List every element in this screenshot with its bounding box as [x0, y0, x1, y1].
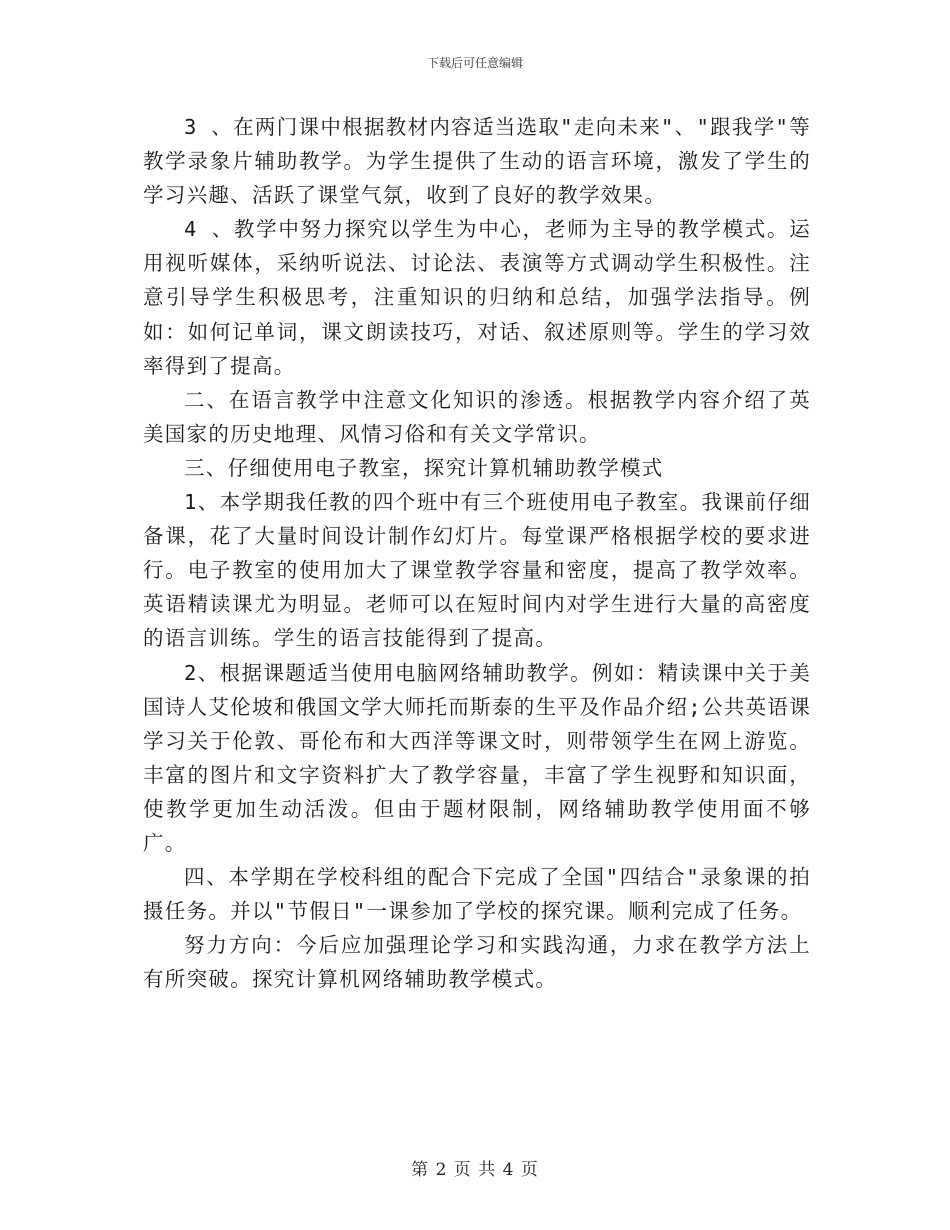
paragraph-section-4: 四、本学期在学校科组的配合下完成了全国"四结合"录象课的拍摄任务。并以"节假日"一课参加了学校的探究课。顺利完成了任务。 — [143, 865, 811, 924]
paragraph-section-2: 二、在语言教学中注意文化知识的渗透。根据教学内容介绍了英美国家的历史地理、风情习俗和有关文学常识。 — [143, 387, 811, 446]
page-number: 第 2 页 共 4 页 — [411, 1160, 539, 1180]
paragraph-section-3-heading: 三、仔细使用电子教室，探究计算机辅助教学模式 — [184, 455, 664, 480]
page-header: 下载后可任意编辑 — [426, 56, 523, 70]
paragraph-item-3: 3 、在两门课中根据教材内容适当选取"走向未来"、"跟我学"等教学录象片辅助教学。为学生提供了生动的语言环境，激发了学生的学习兴趣、活跃了课堂气氛，收到了良好的教学效果。 — [143, 115, 811, 208]
document-body — [143, 110, 811, 996]
paragraph-item-4: 4 、教学中努力探究以学生为中心，老师为主导的教学模式。运用视听媒体，采纳听说法、讨论法、表演等方式调动学生积极性。注意引导学生积极思考，注重知识的归纳和总结，加强学法指导。例如：如何记单词，课文朗读技巧，对话、叙述原则等。学生的学习效率得到了提高。 — [143, 217, 811, 378]
paragraph-section-3-item-2: 2、根据课题适当使用电脑网络辅助教学。例如：精读课中关于美国诗人艾伦坡和俄国文学大师托而斯泰的生平及作品介绍;公共英语课学习关于伦敦、哥伦布和大西洋等课文时，则带领学生在网上游览。丰富的图片和文字资料扩大了教学容量，丰富了学生视野和知识面，使教学更加生动活泼。但由于题材限制，网络辅助教学使用面不够广。 — [143, 660, 811, 855]
paragraph-future-direction: 努力方向：今后应加强理论学习和实践沟通，力求在教学方法上有所突破。探究计算机网络辅助教学模式。 — [143, 933, 811, 992]
paragraph-section-3-item-1: 1、本学期我任教的四个班中有三个班使用电子教室。我课前仔细备课，花了大量时间设计制作幻灯片。每堂课严格根据学校的要求进行。电子教室的使用加大了课堂教学容量和密度，提高了教学效率。英语精读课尤为明显。老师可以在短时间内对学生进行大量的高密度的语言训练。学生的语言技能得到了提高。 — [143, 490, 811, 651]
